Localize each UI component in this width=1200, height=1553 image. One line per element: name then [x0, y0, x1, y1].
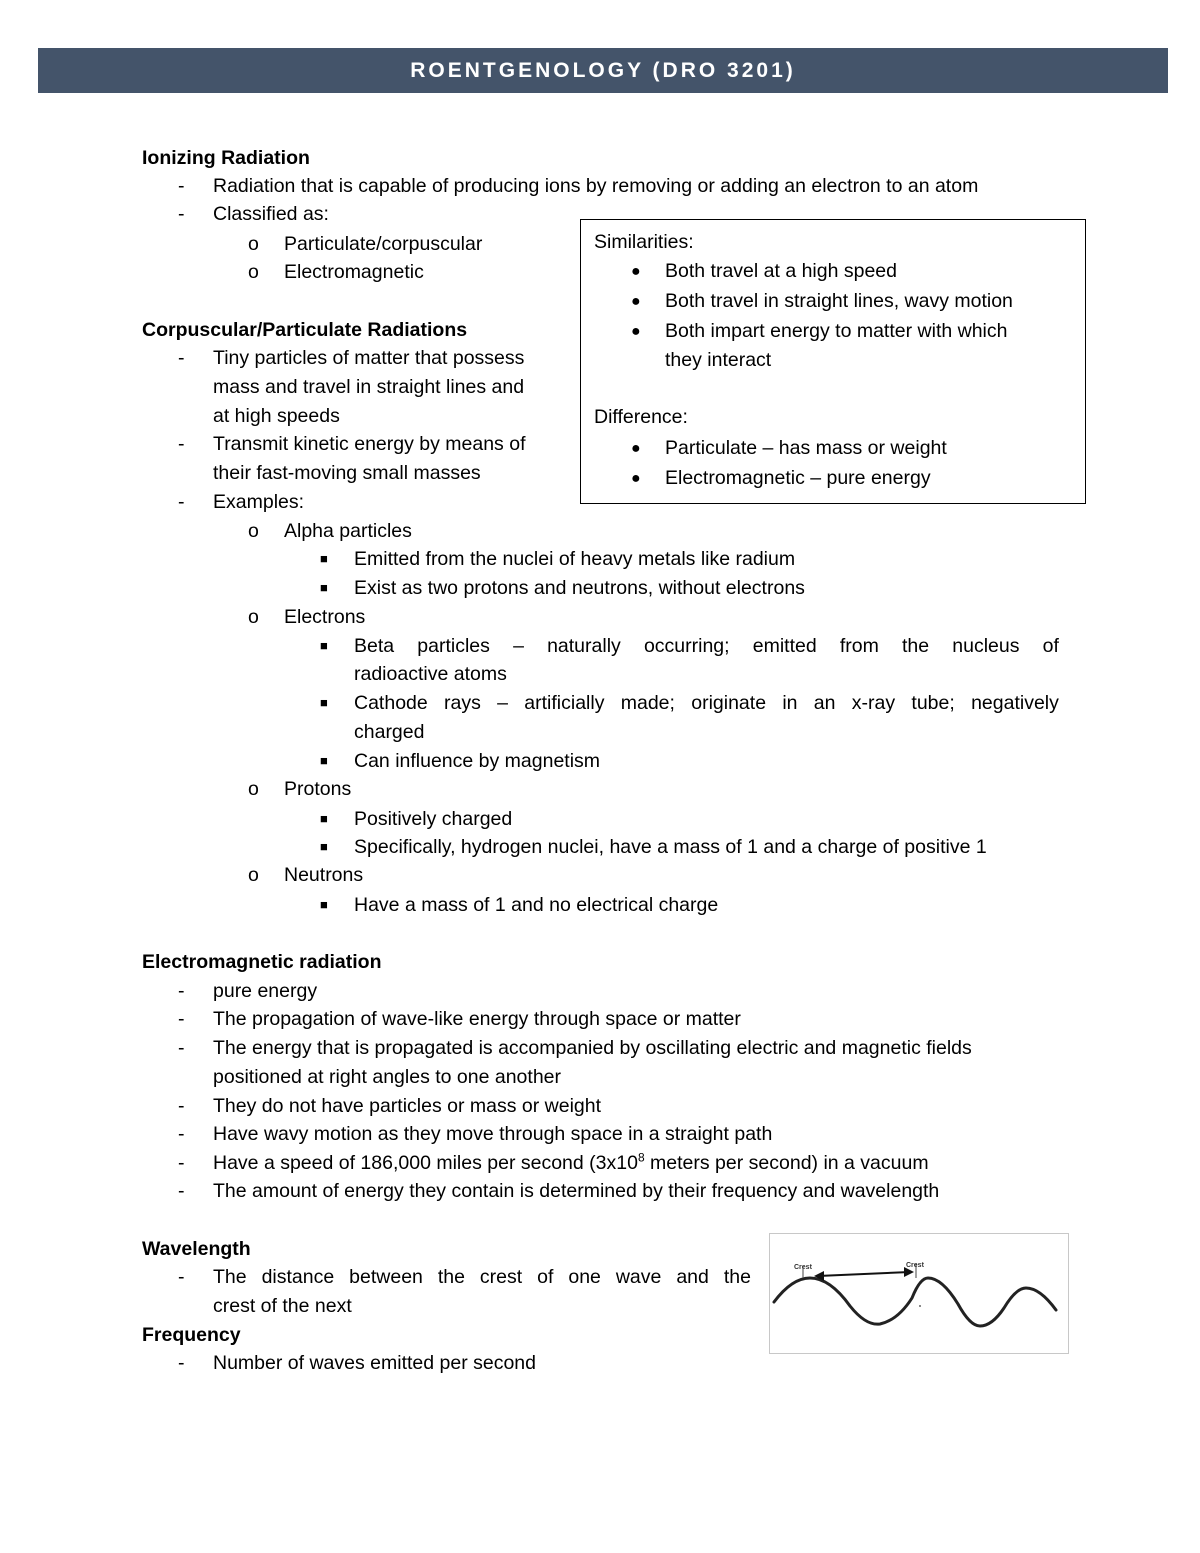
difference-item: Particulate – has mass or weight [665, 437, 947, 459]
wl-word: and [676, 1266, 709, 1288]
beta-word: from [839, 635, 879, 657]
beta-word: the [902, 635, 930, 657]
type-particulate: Particulate/corpuscular [284, 233, 483, 255]
beta-line [354, 633, 1059, 659]
square-bullet: ■ [320, 811, 328, 826]
kinetic-line: Transmit kinetic energy by means of [213, 433, 526, 455]
dash-bullet: - [178, 1266, 185, 1288]
em-item: They do not have particles or mass or weight [213, 1095, 602, 1117]
beta-word: of [1042, 635, 1059, 657]
dash-bullet: - [178, 1123, 185, 1145]
wl-word: distance [261, 1266, 335, 1288]
dot-bullet: ● [631, 293, 641, 310]
square-bullet: ■ [320, 897, 328, 912]
cathode-word: originate [691, 692, 767, 714]
circle-bullet: o [248, 261, 259, 283]
cathode-word: Cathode [354, 692, 428, 714]
dash-bullet: - [178, 1152, 185, 1174]
em-item: The amount of energy they contain is determined by their frequency and wavelength [213, 1180, 940, 1202]
beta-word: naturally [547, 635, 621, 657]
document-title: ROENTGENOLOGY (DRO 3201) [410, 58, 796, 82]
circle-bullet: o [248, 233, 259, 255]
cathode-word: rays [444, 692, 481, 714]
wavelength-figure [769, 1233, 1069, 1354]
dot-bullet: ● [631, 263, 641, 280]
em-item: The propagation of wave-like energy through space or matter [213, 1008, 741, 1030]
difference-item: Electromagnetic – pure energy [665, 467, 931, 489]
ionizing-def: Radiation that is capable of producing ions by removing or adding an electron to an atom [213, 175, 979, 197]
alpha-item: Emitted from the nuclei of heavy metals like radium [354, 548, 796, 570]
cathode-word: negatively [971, 692, 1059, 714]
square-bullet: ■ [320, 839, 328, 854]
beta-word: nucleus [952, 635, 1020, 657]
figure-dot [919, 1305, 921, 1307]
dash-bullet: - [178, 1095, 185, 1117]
corpuscular-def-line: at high speeds [213, 405, 340, 427]
frequency-def: Number of waves emitted per second [213, 1352, 536, 1374]
dash-bullet: - [178, 1037, 185, 1059]
neutrons-item: Have a mass of 1 and no electrical charge [354, 894, 719, 916]
circle-bullet: o [248, 778, 259, 800]
difference-label: Difference: [594, 406, 688, 428]
similarities-label: Similarities: [594, 231, 694, 253]
ionizing-heading: Ionizing Radiation [142, 147, 310, 169]
dash-bullet: - [178, 1180, 185, 1202]
similarity-item: Both travel in straight lines, wavy motion [665, 290, 1013, 312]
cathode-word: an [813, 692, 836, 714]
examples-label: Examples: [213, 491, 305, 513]
cathode-line-cont: charged [354, 721, 425, 743]
square-bullet: ■ [320, 695, 328, 710]
magnetism-item: Can influence by magnetism [354, 750, 601, 772]
wave-curve [774, 1278, 1056, 1326]
frequency-heading: Frequency [142, 1324, 241, 1346]
page-header [38, 48, 1168, 93]
similarity-item: Both travel at a high speed [665, 260, 897, 282]
beta-word: emitted [752, 635, 817, 657]
wl-word: between [349, 1266, 423, 1288]
dash-bullet: - [178, 433, 185, 455]
cathode-word: in [782, 692, 798, 714]
dot-bullet: ● [631, 323, 641, 340]
wl-word: wave [615, 1266, 662, 1288]
circle-bullet: o [248, 520, 259, 542]
wavelength-heading: Wavelength [142, 1238, 251, 1260]
cathode-word: – [497, 692, 508, 714]
alpha-label: Alpha particles [284, 520, 412, 542]
cathode-word: tube; [911, 692, 955, 714]
crest-label-left: Crest [794, 1264, 812, 1271]
electrons-label: Electrons [284, 606, 366, 628]
protons-item: Positively charged [354, 808, 513, 830]
em-item: pure energy [213, 980, 318, 1002]
similarity-item: Both impart energy to matter with which [665, 320, 1008, 342]
dash-bullet: - [178, 203, 185, 225]
comparison-box [580, 219, 1086, 504]
wavelength-def-cont: crest of the next [213, 1295, 352, 1317]
square-bullet: ■ [320, 551, 328, 566]
square-bullet: ■ [320, 580, 328, 595]
dash-bullet: - [178, 491, 185, 513]
dash-bullet: - [178, 1352, 185, 1374]
cathode-word: artificially [524, 692, 605, 714]
wl-word: the [437, 1266, 465, 1288]
kinetic-line: their fast-moving small masses [213, 462, 481, 484]
em-heading: Electromagnetic radiation [142, 951, 382, 973]
speed-text-end: meters per second) in a vacuum [644, 1152, 929, 1174]
dash-bullet: - [178, 347, 185, 369]
cathode-word: made; [620, 692, 675, 714]
speed-text: Have a speed of 186,000 miles per second (3x10 [213, 1152, 638, 1174]
beta-word: – [513, 635, 524, 657]
square-bullet: ■ [320, 753, 328, 768]
crest-label-right: Crest [906, 1262, 924, 1269]
circle-bullet: o [248, 606, 259, 628]
em-item: Have wavy motion as they move through space in a straight path [213, 1123, 773, 1145]
em-speed-item [213, 1150, 929, 1176]
similarity-item-cont: they interact [665, 349, 772, 371]
wl-word: the [723, 1266, 751, 1288]
em-item-cont: positioned at right angles to one another [213, 1066, 562, 1088]
speed-exponent: 8 [637, 1150, 645, 1165]
neutrons-label: Neutrons [284, 864, 364, 886]
dash-bullet: - [178, 980, 185, 1002]
cathode-line [354, 690, 1059, 716]
beta-line-cont: radioactive atoms [354, 663, 507, 685]
circle-bullet: o [248, 864, 259, 886]
beta-word: particles [417, 635, 490, 657]
wl-word: of [537, 1266, 554, 1288]
protons-label: Protons [284, 778, 352, 800]
square-bullet: ■ [320, 638, 328, 653]
em-item: The energy that is propagated is accompanied by oscillating electric and magnetic fields [213, 1037, 972, 1059]
wave-diagram [770, 1234, 1068, 1353]
classified-label: Classified as: [213, 203, 329, 225]
crest-arrow [818, 1272, 910, 1276]
beta-word: occurring; [643, 635, 730, 657]
wavelength-def-line [213, 1264, 751, 1290]
cathode-word: x-ray [851, 692, 896, 714]
type-electromagnetic: Electromagnetic [284, 261, 424, 283]
corpuscular-heading: Corpuscular/Particulate Radiations [142, 319, 468, 341]
wl-word: one [568, 1266, 601, 1288]
wl-word: crest [479, 1266, 523, 1288]
dash-bullet: - [178, 1008, 185, 1030]
beta-word: Beta [354, 635, 395, 657]
dot-bullet: ● [631, 440, 641, 457]
dot-bullet: ● [631, 470, 641, 487]
corpuscular-def-line: Tiny particles of matter that possess [213, 347, 525, 369]
corpuscular-def-line: mass and travel in straight lines and [213, 376, 525, 398]
alpha-item: Exist as two protons and neutrons, without electrons [354, 577, 805, 599]
dash-bullet: - [178, 175, 185, 197]
wl-word: The [213, 1266, 247, 1288]
protons-item: Specifically, hydrogen nuclei, have a mass of 1 and a charge of positive 1 [354, 836, 987, 858]
